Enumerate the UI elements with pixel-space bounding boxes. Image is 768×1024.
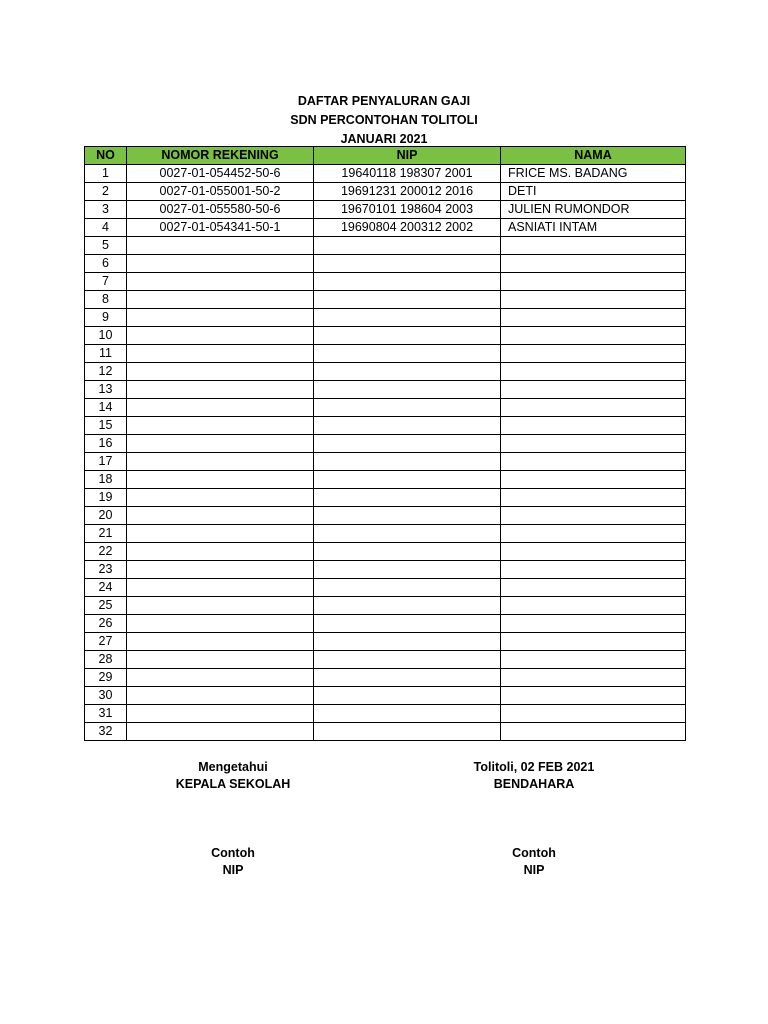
cell-no: 3 (85, 201, 127, 219)
cell-nip (314, 237, 501, 255)
table-row (85, 363, 686, 381)
table-row (85, 669, 686, 687)
signature-right-nip: NIP (523, 863, 545, 877)
cell-no: 11 (85, 345, 127, 363)
table-row (85, 507, 686, 525)
cell-nomor-rekening (127, 363, 314, 381)
cell-nip (314, 255, 501, 273)
cell-nama (501, 633, 686, 651)
cell-no: 22 (85, 543, 127, 561)
cell-no: 30 (85, 687, 127, 705)
cell-nama: JULIEN RUMONDOR (501, 201, 686, 219)
table-row (85, 525, 686, 543)
table-row (85, 219, 686, 237)
column-header-nama: NAMA (501, 147, 686, 165)
cell-nomor-rekening (127, 399, 314, 417)
table-row (85, 489, 686, 507)
cell-no: 10 (85, 327, 127, 345)
cell-nomor-rekening (127, 435, 314, 453)
cell-no: 4 (85, 219, 127, 237)
table-row (85, 705, 686, 723)
table-row (85, 201, 686, 219)
cell-no: 6 (85, 255, 127, 273)
cell-no: 27 (85, 633, 127, 651)
cell-nama (501, 327, 686, 345)
salary-table (84, 146, 686, 741)
cell-nip (314, 453, 501, 471)
cell-no: 25 (85, 597, 127, 615)
table-row (85, 687, 686, 705)
cell-nip (314, 381, 501, 399)
cell-nip (314, 687, 501, 705)
table-row (85, 291, 686, 309)
table-row (85, 543, 686, 561)
cell-no: 13 (85, 381, 127, 399)
table-row (85, 651, 686, 669)
table-row (85, 345, 686, 363)
cell-nip (314, 705, 501, 723)
cell-nama (501, 489, 686, 507)
cell-nomor-rekening (127, 687, 314, 705)
cell-nama (501, 273, 686, 291)
cell-nama (501, 255, 686, 273)
cell-no: 28 (85, 651, 127, 669)
column-header-nomor-rekening: NOMOR REKENING (127, 147, 314, 165)
cell-nomor-rekening (127, 255, 314, 273)
cell-nama (501, 237, 686, 255)
cell-nama (501, 525, 686, 543)
table-row (85, 615, 686, 633)
cell-nip: 19691231 200012 2016 (314, 183, 501, 201)
document-title (84, 92, 684, 149)
cell-nomor-rekening (127, 471, 314, 489)
cell-nama (501, 453, 686, 471)
cell-nip (314, 615, 501, 633)
table-row (85, 633, 686, 651)
cell-nip (314, 723, 501, 741)
cell-nip (314, 507, 501, 525)
table-header-row (85, 147, 686, 165)
cell-nama: ASNIATI INTAM (501, 219, 686, 237)
cell-nama (501, 345, 686, 363)
cell-nama (501, 291, 686, 309)
cell-nomor-rekening (127, 615, 314, 633)
cell-nip: 19690804 200312 2002 (314, 219, 501, 237)
cell-nomor-rekening (127, 579, 314, 597)
table-row (85, 183, 686, 201)
cell-no: 9 (85, 309, 127, 327)
table-row (85, 381, 686, 399)
cell-nomor-rekening: 0027-01-054341-50-1 (127, 219, 314, 237)
cell-nomor-rekening (127, 237, 314, 255)
table-row (85, 453, 686, 471)
cell-nama (501, 507, 686, 525)
cell-no: 19 (85, 489, 127, 507)
cell-nomor-rekening (127, 525, 314, 543)
cell-no: 26 (85, 615, 127, 633)
cell-no: 1 (85, 165, 127, 183)
table-row (85, 723, 686, 741)
cell-nama (501, 651, 686, 669)
cell-nama (501, 399, 686, 417)
cell-nomor-rekening: 0027-01-054452-50-6 (127, 165, 314, 183)
signature-block-left (133, 759, 333, 879)
title-line-3: JANUARI 2021 (340, 132, 428, 146)
cell-nama (501, 687, 686, 705)
table-row (85, 471, 686, 489)
cell-nip (314, 633, 501, 651)
cell-nama (501, 723, 686, 741)
signature-right-title: BENDAHARA (493, 777, 575, 791)
cell-nama (501, 561, 686, 579)
cell-nama (501, 615, 686, 633)
table-row (85, 561, 686, 579)
cell-nomor-rekening (127, 723, 314, 741)
cell-nomor-rekening (127, 489, 314, 507)
cell-nip (314, 345, 501, 363)
cell-nip: 19670101 198604 2003 (314, 201, 501, 219)
cell-no: 20 (85, 507, 127, 525)
cell-nip (314, 363, 501, 381)
signature-right-name: Contoh (512, 846, 556, 860)
cell-no: 2 (85, 183, 127, 201)
cell-no: 18 (85, 471, 127, 489)
signature-left-nip: NIP (222, 863, 244, 877)
cell-nomor-rekening (127, 345, 314, 363)
cell-nomor-rekening (127, 327, 314, 345)
cell-no: 12 (85, 363, 127, 381)
cell-nomor-rekening (127, 543, 314, 561)
column-header-nip: NIP (314, 147, 501, 165)
cell-no: 16 (85, 435, 127, 453)
cell-nama (501, 597, 686, 615)
signature-left-title: KEPALA SEKOLAH (175, 777, 291, 791)
table-row (85, 435, 686, 453)
table-row (85, 579, 686, 597)
cell-nomor-rekening (127, 633, 314, 651)
cell-nomor-rekening (127, 273, 314, 291)
cell-nomor-rekening (127, 291, 314, 309)
table-row (85, 399, 686, 417)
signature-block-right (434, 759, 634, 879)
cell-nip (314, 489, 501, 507)
cell-nip (314, 597, 501, 615)
cell-no: 32 (85, 723, 127, 741)
table-row (85, 597, 686, 615)
cell-no: 24 (85, 579, 127, 597)
cell-nama (501, 471, 686, 489)
cell-no: 31 (85, 705, 127, 723)
cell-nip (314, 561, 501, 579)
cell-nomor-rekening (127, 507, 314, 525)
cell-nomor-rekening (127, 453, 314, 471)
cell-no: 15 (85, 417, 127, 435)
cell-no: 23 (85, 561, 127, 579)
cell-nip (314, 327, 501, 345)
table-row (85, 273, 686, 291)
cell-nama (501, 435, 686, 453)
signature-left-name: Contoh (211, 846, 255, 860)
cell-no: 7 (85, 273, 127, 291)
cell-nama (501, 705, 686, 723)
title-line-2: SDN PERCONTOHAN TOLITOLI (290, 113, 478, 127)
table-row (85, 309, 686, 327)
cell-nama (501, 669, 686, 687)
cell-nama (501, 579, 686, 597)
cell-nip (314, 273, 501, 291)
cell-nomor-rekening (127, 309, 314, 327)
cell-no: 14 (85, 399, 127, 417)
cell-nama (501, 543, 686, 561)
cell-nip (314, 399, 501, 417)
cell-nomor-rekening: 0027-01-055001-50-2 (127, 183, 314, 201)
cell-nip (314, 525, 501, 543)
cell-nama (501, 309, 686, 327)
cell-nip (314, 417, 501, 435)
cell-nip: 19640118 198307 2001 (314, 165, 501, 183)
cell-nip (314, 471, 501, 489)
cell-nomor-rekening: 0027-01-055580-50-6 (127, 201, 314, 219)
cell-nomor-rekening (127, 561, 314, 579)
cell-nama (501, 363, 686, 381)
cell-nomor-rekening (127, 669, 314, 687)
title-line-1: DAFTAR PENYALURAN GAJI (297, 94, 471, 108)
cell-nomor-rekening (127, 597, 314, 615)
column-header-no: NO (85, 147, 127, 165)
cell-nomor-rekening (127, 651, 314, 669)
cell-nama (501, 417, 686, 435)
cell-no: 8 (85, 291, 127, 309)
cell-nip (314, 291, 501, 309)
cell-no: 29 (85, 669, 127, 687)
cell-no: 21 (85, 525, 127, 543)
table-row (85, 417, 686, 435)
cell-nama: DETI (501, 183, 686, 201)
cell-nomor-rekening (127, 381, 314, 399)
table-row (85, 327, 686, 345)
cell-nip (314, 309, 501, 327)
cell-nomor-rekening (127, 705, 314, 723)
cell-nomor-rekening (127, 417, 314, 435)
signature-left-line-1: Mengetahui (198, 760, 268, 774)
cell-nip (314, 579, 501, 597)
cell-nip (314, 435, 501, 453)
cell-nama: FRICE MS. BADANG (501, 165, 686, 183)
table-row (85, 165, 686, 183)
table-row (85, 237, 686, 255)
table-row (85, 255, 686, 273)
cell-nip (314, 651, 501, 669)
cell-nama (501, 381, 686, 399)
cell-nip (314, 543, 501, 561)
signature-right-place-date: Tolitoli, 02 FEB 2021 (473, 760, 595, 774)
cell-no: 5 (85, 237, 127, 255)
cell-nip (314, 669, 501, 687)
cell-no: 17 (85, 453, 127, 471)
